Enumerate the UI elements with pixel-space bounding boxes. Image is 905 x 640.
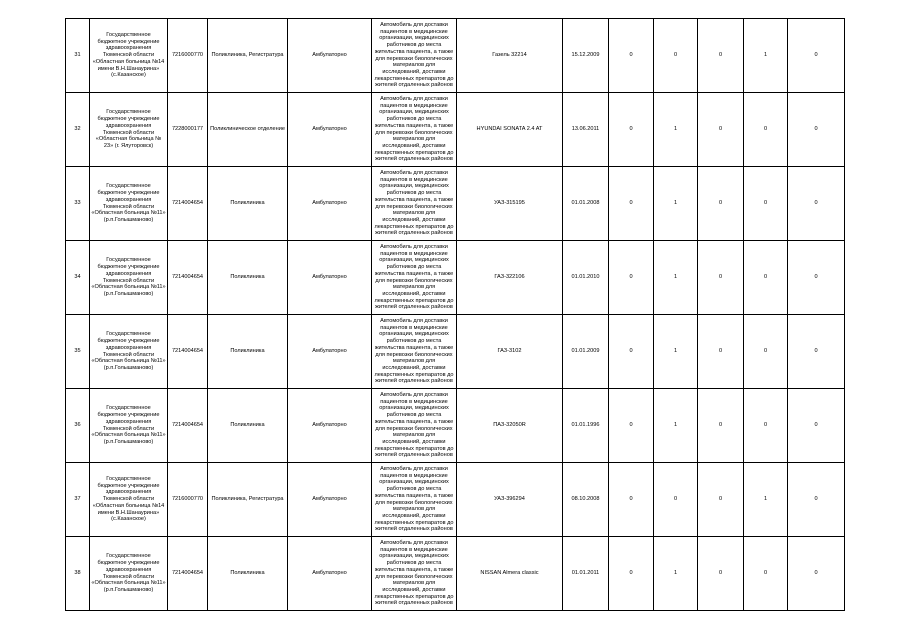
count-col-4: 1 bbox=[744, 463, 788, 537]
department: Поликлиника, Регистратура bbox=[208, 19, 288, 93]
count-col-5: 0 bbox=[788, 463, 845, 537]
service-condition: Амбулаторно bbox=[288, 241, 372, 315]
row-number: 38 bbox=[66, 537, 90, 611]
count-col-1: 0 bbox=[609, 537, 654, 611]
service-condition: Амбулаторно bbox=[288, 93, 372, 167]
count-col-3: 0 bbox=[698, 93, 744, 167]
table-row bbox=[66, 167, 845, 241]
inn-code: 7228000177 bbox=[168, 93, 208, 167]
inn-code: 7214004654 bbox=[168, 315, 208, 389]
vehicle-model: NISSAN Almera classic bbox=[457, 537, 563, 611]
count-col-5: 0 bbox=[788, 315, 845, 389]
count-col-3: 0 bbox=[698, 315, 744, 389]
organization-name: Государственное бюджетное учреждение здравоохранения Тюменской области «Областная больница №14 имени В.Н.Шанаурина» (с.Казанское) bbox=[90, 463, 168, 537]
registration-date: 01.01.1996 bbox=[563, 389, 609, 463]
count-col-2: 1 bbox=[654, 389, 698, 463]
registration-date: 01.01.2008 bbox=[563, 167, 609, 241]
vehicle-model: HYUNDAI SONATA 2.4 AT bbox=[457, 93, 563, 167]
organization-name: Государственное бюджетное учреждение здравоохранения Тюменской области «Областная больница №11» (р.п.Голышманово) bbox=[90, 537, 168, 611]
department: Поликлиника, Регистратура bbox=[208, 463, 288, 537]
count-col-5: 0 bbox=[788, 241, 845, 315]
inn-code: 7214004654 bbox=[168, 241, 208, 315]
count-col-3: 0 bbox=[698, 19, 744, 93]
count-col-2: 0 bbox=[654, 19, 698, 93]
count-col-2: 0 bbox=[654, 463, 698, 537]
vehicle-purpose: Автомобиль для доставки пациентов в медицинские организации, медицинских работников до места жительства пациента, а также для перевозки биологических материалов для исследований, доставки лекарственных препаратов до жителей отдаленных районов bbox=[372, 315, 457, 389]
row-number: 35 bbox=[66, 315, 90, 389]
service-condition: Амбулаторно bbox=[288, 315, 372, 389]
vehicle-purpose: Автомобиль для доставки пациентов в медицинские организации, медицинских работников до места жительства пациента, а также для перевозки биологических материалов для исследований, доставки лекарственных препаратов до жителей отдаленных районов bbox=[372, 389, 457, 463]
count-col-2: 1 bbox=[654, 537, 698, 611]
table-row bbox=[66, 463, 845, 537]
count-col-2: 1 bbox=[654, 241, 698, 315]
table-row bbox=[66, 537, 845, 611]
count-col-4: 1 bbox=[744, 19, 788, 93]
count-col-2: 1 bbox=[654, 315, 698, 389]
count-col-1: 0 bbox=[609, 463, 654, 537]
row-number: 34 bbox=[66, 241, 90, 315]
vehicle-model: ГАЗ-322106 bbox=[457, 241, 563, 315]
table-row bbox=[66, 19, 845, 93]
count-col-4: 0 bbox=[744, 167, 788, 241]
count-col-1: 0 bbox=[609, 19, 654, 93]
service-condition: Амбулаторно bbox=[288, 389, 372, 463]
inn-code: 7214004654 bbox=[168, 537, 208, 611]
service-condition: Амбулаторно bbox=[288, 463, 372, 537]
service-condition: Амбулаторно bbox=[288, 537, 372, 611]
department: Поликлиника bbox=[208, 537, 288, 611]
vehicle-purpose: Автомобиль для доставки пациентов в медицинские организации, медицинских работников до места жительства пациента, а также для перевозки биологических материалов для исследований, доставки лекарственных препаратов до жителей отдаленных районов bbox=[372, 537, 457, 611]
count-col-3: 0 bbox=[698, 463, 744, 537]
inn-code: 7216000770 bbox=[168, 19, 208, 93]
count-col-2: 1 bbox=[654, 167, 698, 241]
registration-date: 01.01.2010 bbox=[563, 241, 609, 315]
count-col-1: 0 bbox=[609, 241, 654, 315]
table-row bbox=[66, 315, 845, 389]
registration-date: 13.06.2011 bbox=[563, 93, 609, 167]
count-col-3: 0 bbox=[698, 167, 744, 241]
vehicle-purpose: Автомобиль для доставки пациентов в медицинские организации, медицинских работников до места жительства пациента, а также для перевозки биологических материалов для исследований, доставки лекарственных препаратов до жителей отдаленных районов bbox=[372, 93, 457, 167]
count-col-2: 1 bbox=[654, 93, 698, 167]
count-col-5: 0 bbox=[788, 537, 845, 611]
vehicle-purpose: Автомобиль для доставки пациентов в медицинские организации, медицинских работников до места жительства пациента, а также для перевозки биологических материалов для исследований, доставки лекарственных препаратов до жителей отдаленных районов bbox=[372, 167, 457, 241]
count-col-4: 0 bbox=[744, 93, 788, 167]
department: Поликлиника bbox=[208, 241, 288, 315]
table-row bbox=[66, 93, 845, 167]
table-row bbox=[66, 389, 845, 463]
inn-code: 7214004654 bbox=[168, 167, 208, 241]
count-col-5: 0 bbox=[788, 19, 845, 93]
department: Поликлиника bbox=[208, 389, 288, 463]
vehicle-model: УАЗ-396294 bbox=[457, 463, 563, 537]
count-col-4: 0 bbox=[744, 241, 788, 315]
table-row bbox=[66, 241, 845, 315]
vehicle-purpose: Автомобиль для доставки пациентов в медицинские организации, медицинских работников до места жительства пациента, а также для перевозки биологических материалов для исследований, доставки лекарственных препаратов до жителей отдаленных районов bbox=[372, 19, 457, 93]
count-col-4: 0 bbox=[744, 537, 788, 611]
inn-code: 7214004654 bbox=[168, 389, 208, 463]
inn-code: 7216000770 bbox=[168, 463, 208, 537]
count-col-4: 0 bbox=[744, 389, 788, 463]
count-col-1: 0 bbox=[609, 167, 654, 241]
registration-date: 08.10.2008 bbox=[563, 463, 609, 537]
count-col-1: 0 bbox=[609, 389, 654, 463]
department: Поликлиника bbox=[208, 315, 288, 389]
registration-date: 01.01.2009 bbox=[563, 315, 609, 389]
count-col-1: 0 bbox=[609, 315, 654, 389]
row-number: 33 bbox=[66, 167, 90, 241]
vehicle-model: ПАЗ-32050R bbox=[457, 389, 563, 463]
department: Поликлиника bbox=[208, 167, 288, 241]
registration-date: 01.01.2011 bbox=[563, 537, 609, 611]
department: Поликлиническое отделение bbox=[208, 93, 288, 167]
vehicle-purpose: Автомобиль для доставки пациентов в медицинские организации, медицинских работников до места жительства пациента, а также для перевозки биологических материалов для исследований, доставки лекарственных препаратов до жителей отдаленных районов bbox=[372, 463, 457, 537]
row-number: 31 bbox=[66, 19, 90, 93]
organization-name: Государственное бюджетное учреждение здравоохранения Тюменской области «Областная больница № 23» (г. Ялуторовск) bbox=[90, 93, 168, 167]
count-col-3: 0 bbox=[698, 537, 744, 611]
vehicle-model: Газель 32214 bbox=[457, 19, 563, 93]
row-number: 32 bbox=[66, 93, 90, 167]
organization-name: Государственное бюджетное учреждение здравоохранения Тюменской области «Областная больница №11» (р.п.Голышманово) bbox=[90, 389, 168, 463]
count-col-5: 0 bbox=[788, 389, 845, 463]
count-col-1: 0 bbox=[609, 93, 654, 167]
vehicle-table bbox=[65, 18, 845, 611]
row-number: 36 bbox=[66, 389, 90, 463]
organization-name: Государственное бюджетное учреждение здравоохранения Тюменской области «Областная больница №14 имени В.Н.Шанаурина» (с.Казанское) bbox=[90, 19, 168, 93]
table-body bbox=[66, 19, 845, 611]
service-condition: Амбулаторно bbox=[288, 19, 372, 93]
organization-name: Государственное бюджетное учреждение здравоохранения Тюменской области «Областная больница №11» (р.п.Голышманово) bbox=[90, 315, 168, 389]
organization-name: Государственное бюджетное учреждение здравоохранения Тюменской области «Областная больница №11» (р.п.Голышманово) bbox=[90, 167, 168, 241]
service-condition: Амбулаторно bbox=[288, 167, 372, 241]
organization-name: Государственное бюджетное учреждение здравоохранения Тюменской области «Областная больница №11» (р.п.Голышманово) bbox=[90, 241, 168, 315]
vehicle-model: УАЗ-315195 bbox=[457, 167, 563, 241]
count-col-3: 0 bbox=[698, 389, 744, 463]
count-col-4: 0 bbox=[744, 315, 788, 389]
vehicle-purpose: Автомобиль для доставки пациентов в медицинские организации, медицинских работников до места жительства пациента, а также для перевозки биологических материалов для исследований, доставки лекарственных препаратов до жителей отдаленных районов bbox=[372, 241, 457, 315]
vehicle-model: ГАЗ-3102 bbox=[457, 315, 563, 389]
registration-date: 15.12.2009 bbox=[563, 19, 609, 93]
count-col-3: 0 bbox=[698, 241, 744, 315]
count-col-5: 0 bbox=[788, 167, 845, 241]
count-col-5: 0 bbox=[788, 93, 845, 167]
row-number: 37 bbox=[66, 463, 90, 537]
